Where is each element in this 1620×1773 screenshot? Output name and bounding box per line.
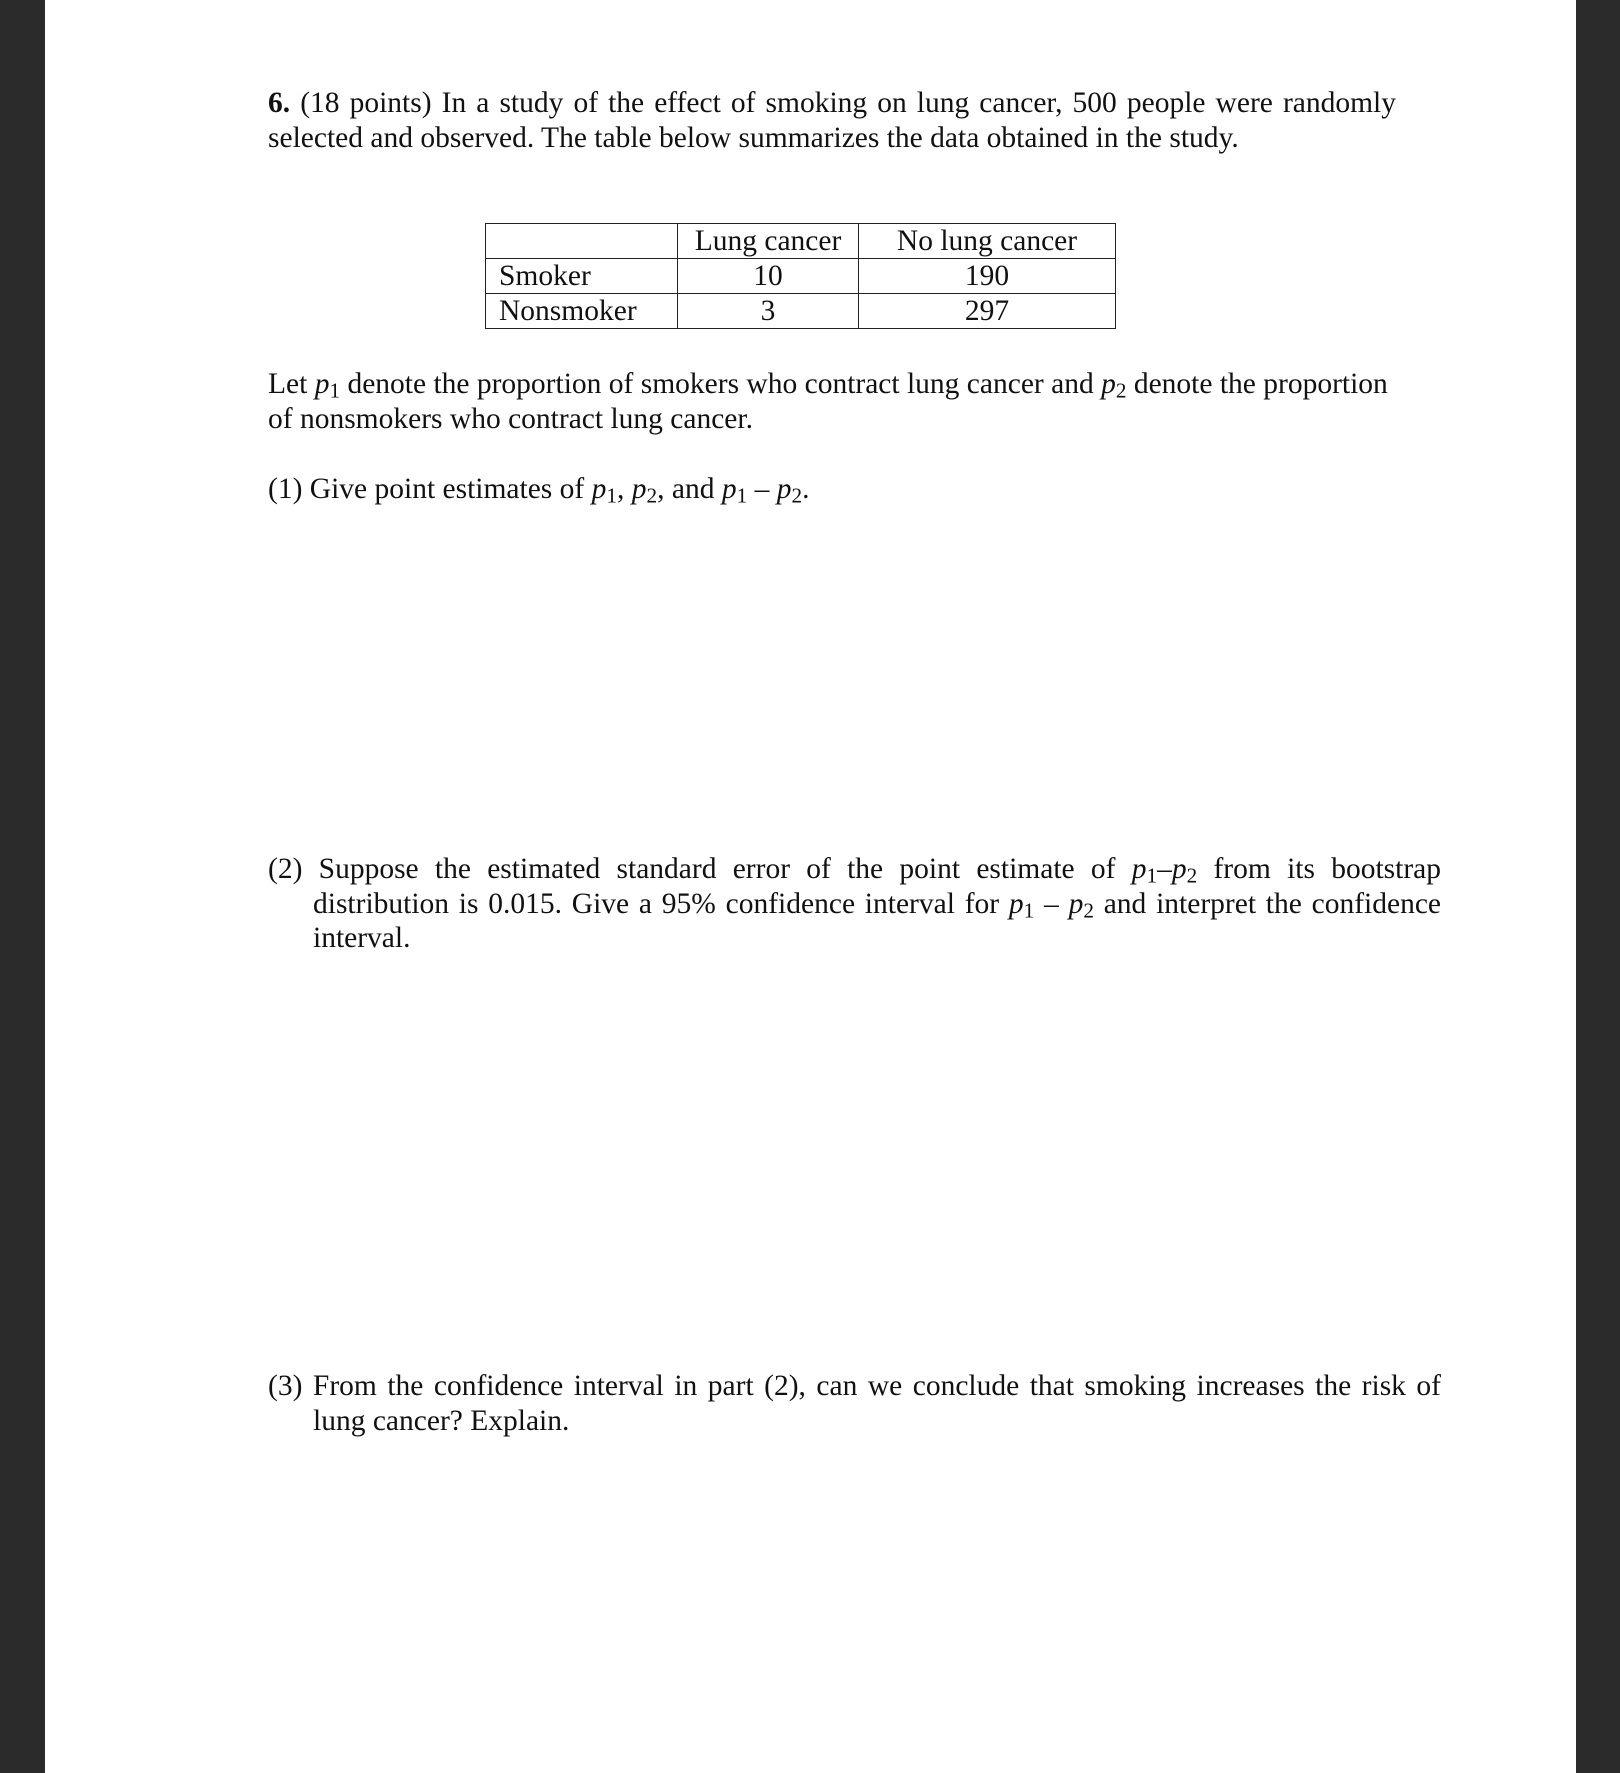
part-1-label: (1) [268, 473, 303, 505]
table-cell: 3 [678, 294, 859, 329]
question-intro-text: (18 points) In a study of the effect of smoking on lung cancer, 500 people were randomly selected and observed. The table below summarizes the data obtained in the study. [268, 87, 1397, 154]
part-1-text: Give point estimates of [309, 473, 585, 505]
part-2-label: (2) [268, 853, 303, 885]
part-2-text-b: from its bootstrap distribution is 0.015. Give a 95% confidence interval for [313, 853, 1442, 920]
definition-paragraph [268, 367, 1396, 436]
data-table [485, 223, 1116, 329]
question-intro [268, 86, 1396, 155]
table-cell: 297 [859, 294, 1116, 329]
part-3-label: (3) [268, 1370, 303, 1402]
row-label: Nonsmoker [486, 294, 678, 329]
part-3 [268, 1369, 1441, 1438]
table-header-cell: No lung cancer [859, 224, 1116, 259]
part-2-text-a: Suppose the estimated standard error of the point estimate of [318, 853, 1116, 885]
part-2: (2) Suppose the estimated standard error of the point estimate of $p_1-p_2$ from its bootstrap distribution is 0.015. Give a 95% confidence interval for $p_1 - p_2$ and interpret the confidence interval. [268, 853, 1442, 954]
definition-text-1: denote the proportion of smokers who contract lung cancer and [347, 368, 1094, 400]
var-p1: $p_1$ [314, 368, 341, 403]
table-header-row [486, 224, 1116, 259]
table-header-cell: Lung cancer [678, 224, 859, 259]
row-label: Smoker [486, 259, 678, 294]
table-cell: 190 [859, 259, 1116, 294]
part-2-text-c: and interpret the confidence interval. [313, 887, 1442, 954]
part-3-text: From the confidence interval in part (2), can we conclude that smoking increases the risk of lung cancer? Explain. [312, 1370, 1441, 1437]
var-p2: $p_2$ [1101, 368, 1127, 403]
table-header-cell [486, 224, 678, 259]
part-1: (1) Give point estimates of $p_1$, $p_2$, and $p_1 - p_2$. [268, 473, 810, 508]
definition-let: Let [268, 368, 308, 400]
definition-text-2: denote the proportion of nonsmokers who contract lung cancer. [268, 368, 1388, 435]
table-cell: 10 [678, 259, 859, 294]
table-row [486, 294, 1116, 329]
question-number: 6. [268, 87, 291, 119]
table-row [486, 259, 1116, 294]
document-page [45, 0, 1576, 1773]
